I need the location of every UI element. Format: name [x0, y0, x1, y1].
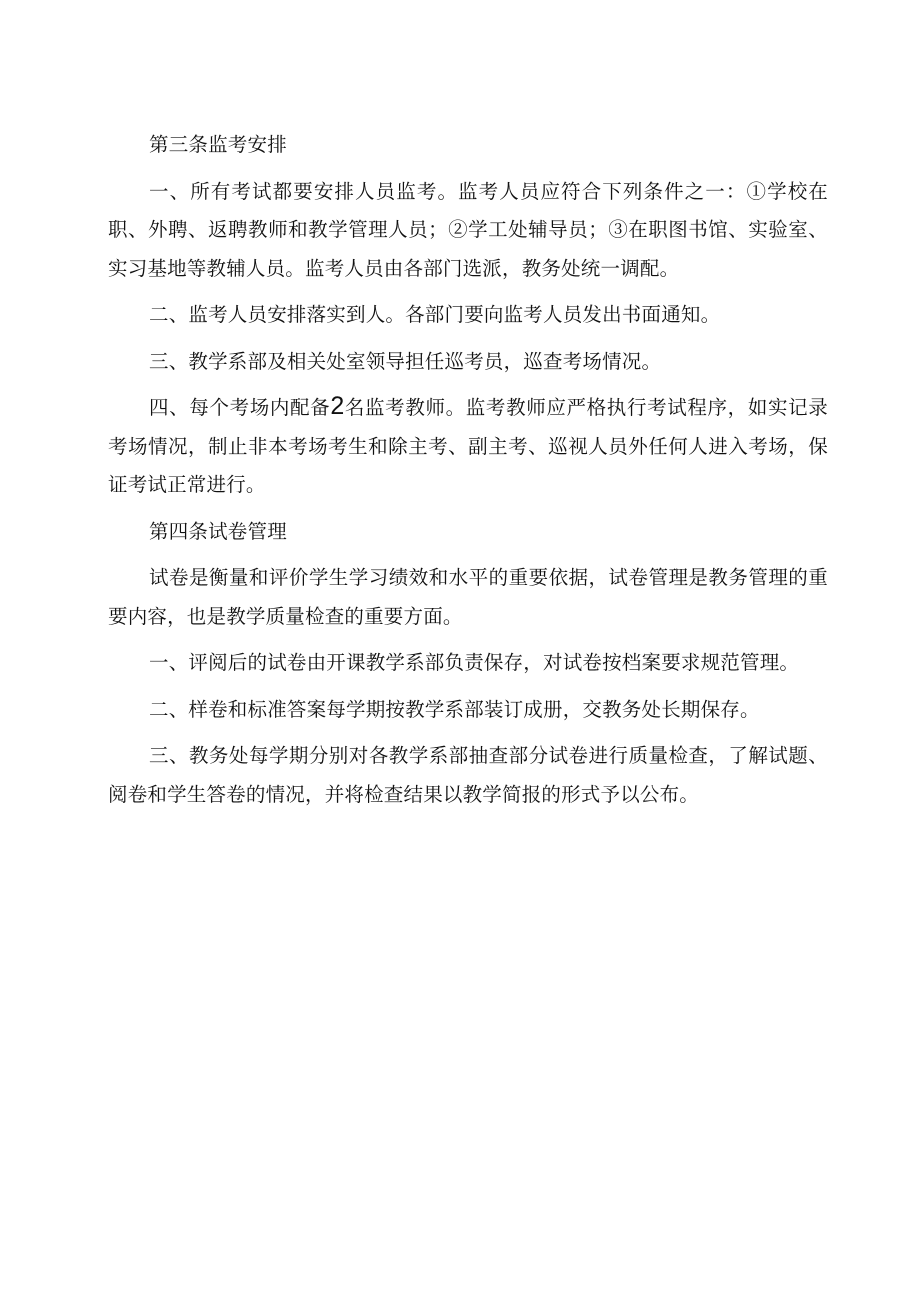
invigilator-count: 2: [330, 392, 345, 420]
paragraph-gap: [108, 729, 828, 737]
article-4-clause-3: 三、教务处每学期分别对各教学系部抽查部分试卷进行质量检查，了解试题、阅卷和学生答卷的情况，并将检查结果以教学简报的形式予以公布。: [108, 744, 828, 806]
article-4-clause-1: 一、评阅后的试卷由开课教学系部负责保存，对试卷按档案要求规范管理。: [149, 651, 800, 674]
clause-4-text-after: 名监考教师。监考教师应严格执行考试程序，如实记录考场情况，制止非本考场考生和除主考、副主考、巡视人员外任何人进入考场，保证考试正常进行。: [108, 396, 828, 496]
paragraph-gap: [108, 165, 828, 173]
article-3-clause-2: 二、监考人员安排落实到人。各部门要向监考人员发出书面通知。: [149, 303, 721, 326]
paragraph-gap: [108, 636, 828, 644]
article-4-intro: 试卷是衡量和评价学生学习绩效和水平的重要依据，试卷管理是教务管理的重要内容，也是教学质量检查的重要方面。: [108, 566, 828, 628]
paragraph-gap: [108, 288, 828, 296]
article-3-heading: 第三条监考安排: [149, 133, 287, 156]
article-4-heading: 第四条试卷管理: [149, 519, 287, 543]
clause-4-text-before: 四、每个考场内配备: [149, 396, 331, 419]
paragraph-gap: [108, 551, 828, 559]
paragraph-gap: [108, 683, 828, 691]
document-body: [108, 126, 828, 814]
article-3-clause-1: 一、所有考试都要安排人员监考。监考人员应符合下列条件之一：①学校在职、外聘、返聘教师和教学管理人员；②学工处辅导员；③在职图书馆、实验室、实习基地等教辅人员。监考人员由各部门选派，教务处统一调配。: [108, 179, 828, 280]
paragraph-gap: [108, 505, 828, 513]
article-3-clause-3: 三、教学系部及相关处室领导担任巡考员，巡查考场情况。: [149, 349, 662, 373]
paragraph-gap: [108, 335, 828, 343]
article-4-clause-2: 二、样卷和标准答案每学期按教学系部装订成册，交教务处长期保存。: [149, 697, 760, 721]
article-3-clause-4: [108, 389, 828, 505]
paragraph-gap: [108, 381, 828, 389]
